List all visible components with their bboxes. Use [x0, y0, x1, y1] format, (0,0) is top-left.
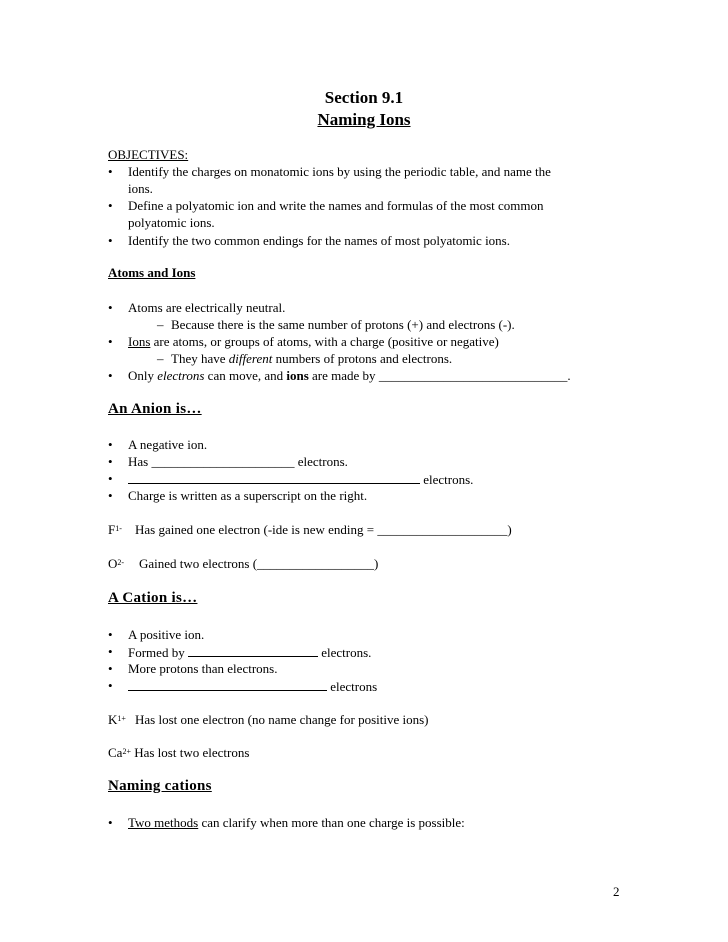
dash-icon: – — [157, 317, 164, 332]
electrons-italic: electrons — [157, 368, 205, 383]
anion-answer-line — [128, 471, 420, 484]
bullet-icon: • — [108, 233, 113, 248]
cation-positive: A positive ion. — [128, 627, 205, 642]
cation-heading: A Cation is… — [108, 590, 198, 606]
objective-3: Identify the two common endings for the names of most polyatomic ions. — [128, 233, 510, 248]
ca-symbol: Ca — [108, 745, 123, 760]
two-methods — [128, 815, 465, 830]
cation-formed-by — [128, 644, 371, 660]
anion-negative: A negative ion. — [128, 437, 208, 452]
anion-has — [128, 454, 348, 469]
ions-term: Ions — [128, 334, 151, 349]
f-symbol: F — [108, 522, 116, 537]
two-methods-rest: can clarify when more than one charge is possible: — [198, 815, 465, 830]
ions-definition — [128, 334, 499, 349]
f-blank: ____________________ — [377, 522, 508, 537]
bullet-icon: • — [108, 334, 113, 349]
page-number: 2 — [613, 884, 620, 899]
anion-blank-b: electrons. — [420, 472, 474, 487]
dash-icon: – — [157, 351, 164, 366]
atoms-neutral-text: Atoms are electrically neutral. — [128, 300, 286, 315]
cation-blank-b: electrons — [327, 679, 378, 694]
bullet-icon: • — [108, 437, 113, 452]
anion-blank-line — [128, 471, 473, 487]
bullet-icon: • — [108, 678, 113, 693]
o-blank: __________________ — [257, 556, 375, 571]
k-symbol: K — [108, 712, 118, 727]
anion-has-a: Has — [128, 454, 152, 469]
bullet-icon: • — [108, 661, 113, 676]
ions-definition-rest: are atoms, or groups of atoms, with a charge (positive or negative) — [150, 334, 499, 349]
bullet-icon: • — [108, 164, 113, 179]
objective-1-line1: Identify the charges on monatomic ions by using the periodic table, and name the — [128, 164, 551, 179]
o-text: Gained two electrons ( — [139, 556, 258, 571]
bullet-icon: • — [108, 198, 113, 213]
anion-heading: An Anion is… — [108, 401, 202, 417]
ca-charge: 2+ — [122, 747, 131, 756]
objective-1-line2: ions. — [128, 181, 153, 196]
cation-formed-blank — [188, 644, 318, 657]
only-b: can move, and — [204, 368, 287, 383]
f-end: ) — [507, 522, 512, 537]
anion-has-blank: ______________________ — [151, 454, 295, 469]
o-charge: 2- — [117, 558, 125, 567]
bullet-icon: • — [108, 368, 113, 383]
anion-example-2 — [108, 556, 124, 571]
objective-2-line2: polyatomic ions. — [128, 215, 215, 230]
ions-difference — [171, 351, 452, 366]
section-number: Section 9.1 — [324, 88, 404, 107]
bullet-icon: • — [108, 300, 113, 315]
o-symbol: O — [108, 556, 118, 571]
ions-difference-b: numbers of protons and electrons. — [272, 351, 453, 366]
f-charge: 1- — [115, 524, 122, 533]
objective-2-line1: Define a polyatomic ion and write the names and formulas of the most common — [128, 198, 544, 213]
only-a: Only — [128, 368, 158, 383]
bullet-icon: • — [108, 627, 113, 642]
bullet-icon: • — [108, 454, 113, 469]
atoms-ions-heading: Atoms and Ions — [108, 265, 196, 280]
anion-superscript: Charge is written as a superscript on the right. — [128, 488, 368, 503]
bullet-icon: • — [108, 815, 113, 830]
only-end: . — [567, 368, 571, 383]
anion-example-2-text — [139, 556, 378, 571]
cation-formed-b: electrons. — [317, 645, 372, 660]
cation-example-1-text: Has lost one electron (no name change for positive ions) — [135, 712, 429, 727]
cation-formed-a: Formed by — [128, 645, 188, 660]
cation-example-2 — [108, 745, 249, 760]
cation-answer-line — [128, 678, 327, 691]
page-title: Naming Ions — [317, 110, 411, 129]
k-charge: 1+ — [117, 714, 126, 723]
ca-text: Has lost two electrons — [130, 745, 250, 760]
objectives-heading: OBJECTIVES: — [108, 147, 189, 162]
cation-blank-line — [128, 678, 377, 694]
ions-difference-italic: different — [228, 351, 273, 366]
bullet-icon: • — [108, 471, 113, 486]
bullet-icon: • — [108, 644, 113, 659]
two-methods-term: Two methods — [128, 815, 199, 830]
naming-cations-heading: Naming cations — [108, 778, 212, 794]
ions-bold: ions — [286, 368, 309, 383]
anion-example-1 — [108, 522, 122, 537]
only-electrons-move — [128, 368, 571, 383]
cation-more-protons: More protons than electrons. — [128, 661, 278, 676]
cation-example-1 — [108, 712, 126, 727]
f-text: Has gained one electron (-ide is new ending = — [135, 522, 378, 537]
anion-has-b: electrons. — [294, 454, 348, 469]
ions-difference-a: They have — [171, 351, 229, 366]
anion-example-1-text — [135, 522, 512, 537]
ions-made-by-blank: _____________________________ — [378, 368, 568, 383]
atoms-neutral-reason: Because there is the same number of protons (+) and electrons (-). — [171, 317, 515, 332]
o-end: ) — [374, 556, 379, 571]
only-c: are made by — [308, 368, 379, 383]
bullet-icon: • — [108, 488, 113, 503]
